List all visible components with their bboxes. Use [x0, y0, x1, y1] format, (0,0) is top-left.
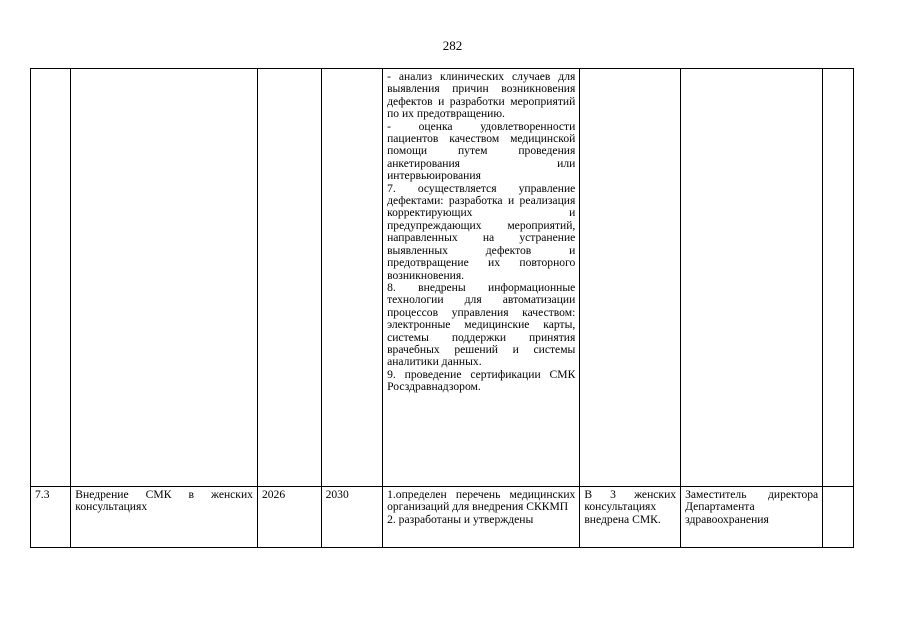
cell-responsible: [681, 69, 823, 487]
table-row: [31, 487, 854, 548]
cell-measure: [71, 69, 258, 487]
cell-end-year: 2030: [321, 487, 383, 548]
cell-number: [31, 69, 71, 487]
plan-table: [30, 68, 854, 548]
cell-indicator: В 3 женских консультациях внедрена СМК.: [580, 487, 681, 548]
cell-extra: [823, 69, 854, 487]
cell-result: - анализ клинических случаев для выявления причин возникновения дефектов и разработки мероприятий по их предотвращению. - оценка удовлетворенности пациентов качеством медицинской помощи путем проведения анкетирования или интервьюирования 7. осуществляется управление дефектами: разработка и реализация корректирующих и предупреждающих мероприятий, направленных на устранение выявленных дефектов и предотвращение их повторного возникновения. 8. внедрены информационные технологии для автоматизации процессов управления качеством: электронные медицинские карты, системы поддержки принятия врачебных решений и системы аналитики данных. 9. проведение сертификации СМК Росздравнадзором.: [383, 69, 580, 487]
cell-result: 1.определен перечень медицинских организаций для внедрения СККМП 2. разработаны и утверждены: [383, 487, 580, 548]
cell-extra: [823, 487, 854, 548]
cell-measure: Внедрение СМК в женских консультациях: [71, 487, 258, 548]
cell-start-year: 2026: [257, 487, 321, 548]
cell-end-year: [321, 69, 383, 487]
cell-responsible: Заместитель директора Департамента здравоохранения: [681, 487, 823, 548]
cell-indicator: [580, 69, 681, 487]
cell-start-year: [257, 69, 321, 487]
table-row: [31, 69, 854, 487]
page-number: 282: [442, 38, 463, 53]
cell-number: 7.3: [31, 487, 71, 548]
